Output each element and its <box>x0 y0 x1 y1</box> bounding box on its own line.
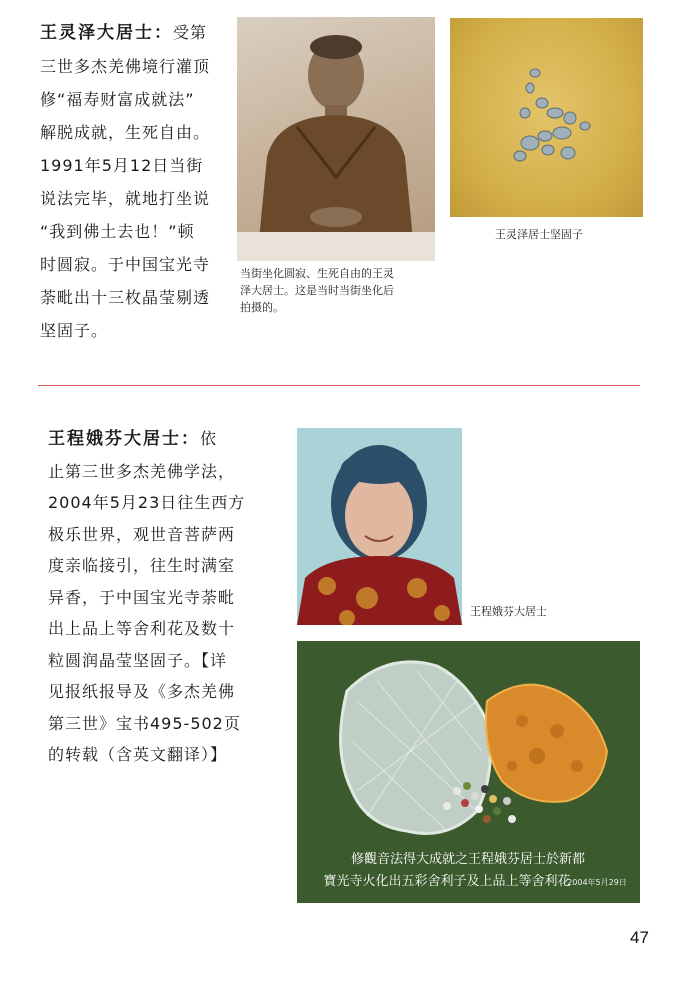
text-line: 2004年5月23日往生西方 <box>48 493 246 512</box>
text-line: 异香，于中国宝光寺荼毗 <box>48 587 236 607</box>
text-line: 三世多杰羌佛境行灌顶 <box>40 57 211 76</box>
portrait-illustration <box>297 428 462 625</box>
photo-overlay-line-1: 修觀音法得大成就之王程娥芬居士於新都 <box>350 852 586 867</box>
section1-body-text <box>40 16 240 347</box>
text-fragment: 受第 <box>173 23 208 42</box>
page-number: 47 <box>630 928 649 947</box>
text-line: 第三世》宝书495-502页 <box>48 713 241 733</box>
text-line <box>48 423 248 456</box>
portrait-caption: 王程娥芬大居士 <box>470 605 547 618</box>
caption-line: 当街坐化圆寂、生死自由的王灵 <box>240 267 394 280</box>
seated-master-photo <box>237 17 435 261</box>
text-line: 出上品上等舍利花及数十 <box>48 619 236 638</box>
relic-beads-illustration <box>450 18 643 217</box>
caption-line: 拍摄的。 <box>240 301 284 314</box>
section-divider <box>38 385 640 386</box>
text-line <box>40 16 240 50</box>
section2-name: 王程娥芬大居士： <box>48 429 200 449</box>
text-line: 荼毗出十三枚晶莹剔透 <box>40 288 211 307</box>
photo-overlay-line-2: 寶光寺火化出五彩舍利子及上品上等舍利花 <box>323 874 571 889</box>
seated-master-illustration <box>237 17 435 261</box>
text-line: 极乐世界，观世音菩萨两 <box>48 524 236 544</box>
text-line: “我到佛土去也！”顿 <box>40 222 195 241</box>
photo-date-stamp: 2004年5月29日 <box>567 878 627 887</box>
text-line: 解脱成就，生死自由。 <box>40 123 211 142</box>
relic-flower-photo <box>297 641 640 903</box>
seated-master-caption <box>240 265 445 316</box>
portrait-photo <box>297 428 462 625</box>
section1-name: 王灵泽大居士： <box>40 23 173 43</box>
text-line: 见报纸报导及《多杰羌佛 <box>48 682 236 701</box>
relic-flower-illustration <box>297 641 640 903</box>
text-line: 度亲临接引，往生时满室 <box>48 556 236 575</box>
section2-body-text <box>48 423 248 771</box>
relic-beads-caption: 王灵泽居士坚固子 <box>495 228 583 241</box>
text-fragment: 依 <box>200 429 218 448</box>
text-line: 时圆寂。于中国宝光寺 <box>40 255 211 274</box>
text-line: 修“福寿财富成就法” <box>40 90 195 109</box>
text-line: 坚固子。 <box>40 321 109 340</box>
text-line: 的转载（含英文翻译）】 <box>48 745 228 764</box>
text-line: 止第三世多杰羌佛学法， <box>48 461 236 481</box>
text-line: 1991年5月12日当街 <box>40 156 204 175</box>
text-line: 说法完毕，就地打坐说 <box>40 189 211 208</box>
text-line: 粒圆润晶莹坚固子。【详 <box>48 650 228 670</box>
relic-beads-photo <box>450 18 643 217</box>
caption-line: 泽大居士。这是当时当街坐化后 <box>240 284 394 297</box>
